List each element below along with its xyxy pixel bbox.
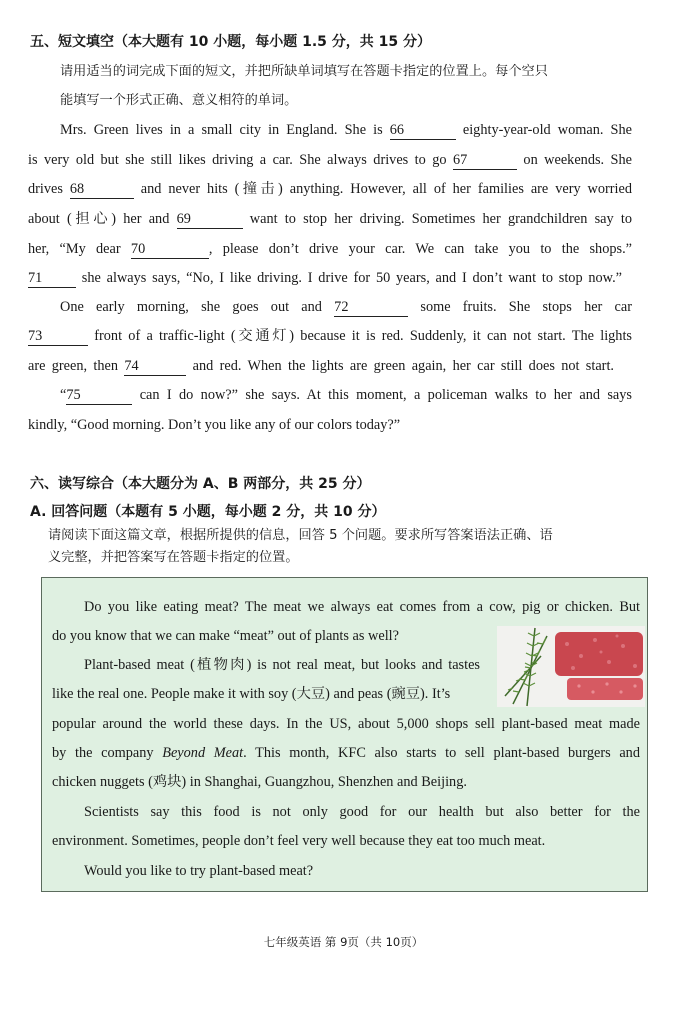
- company-name: Beyond Meat: [162, 745, 244, 761]
- cloze-line: [60, 120, 632, 140]
- cloze-text: her, “My dear: [28, 241, 131, 257]
- passage-line: Would you like to try plant-based meat?: [84, 863, 314, 879]
- blank-68: 68: [70, 180, 134, 199]
- passage-line: Do you like eating meat? The meat we always eat comes from a cow, pig or chicken. But: [84, 599, 640, 615]
- cloze-line: [60, 297, 632, 317]
- passage-line: environment. Sometimes, people don’t feel very well because they eat too much meat.: [52, 833, 546, 849]
- cloze-text: Mrs. Green lives in a small city in England. She is: [60, 122, 390, 138]
- section5-instruction-1: 请用适当的词完成下面的短文，并把所缺单词填写在答题卡指定的位置上。每个空只: [60, 64, 548, 79]
- section6-instruction-2: 义完整，并把答案写在答题卡指定的位置。: [48, 550, 299, 565]
- cloze-line: [28, 415, 400, 435]
- cloze-text: “: [60, 387, 67, 403]
- page-footer: 七年级英语 第 9页（共 10页）: [263, 935, 424, 949]
- cloze-line: [60, 385, 632, 405]
- section6-instruction-1: 请阅读下面这篇文章，根据所提供的信息，回答 5 个问题。要求所写答案语法正确、语: [48, 528, 553, 543]
- passage-line: Scientists say this food is not only good for our health but also better for the: [84, 804, 640, 820]
- cloze-line: [28, 179, 632, 199]
- passage-line: like the real one. People make it with soy (大豆) and peas (豌豆). It’s: [52, 686, 451, 702]
- section5-instruction-2: 能填写一个形式正确、意义相符的单词。: [60, 93, 298, 108]
- passage-line: Plant-based meat (植物肉) is not real meat, but looks and tastes: [84, 657, 480, 673]
- section6-title: 六、读写综合（本大题分为 A、B 两部分，共 25 分）: [30, 476, 371, 492]
- blank-75: 75: [66, 386, 132, 405]
- passage-line: popular around the world these days. In the US, about 5,000 shops sell plant-based meat made: [52, 716, 640, 732]
- cloze-text: front of a traffic-light (交通灯) because it is red. Suddenly, it can not start. The lights: [88, 328, 632, 344]
- cloze-text: can I do now?” she says. At this moment, a policeman walks to her and says: [132, 387, 632, 403]
- cloze-text: and never hits (撞击) anything. However, all of her families are very worried: [133, 181, 632, 197]
- cloze-text: eighty-year-old woman. She: [455, 122, 632, 138]
- section6-subtitle: A. 回答问题（本题有 5 小题，每小题 2 分，共 10 分）: [30, 504, 386, 520]
- blank-74: 74: [124, 357, 186, 376]
- passage-line: do you know that we can make “meat” out of plants as well?: [52, 628, 399, 644]
- blank-66: 66: [390, 121, 456, 140]
- blank-71: 71: [28, 269, 76, 288]
- passage-line: [52, 743, 640, 763]
- passage-text: . This month, KFC also starts to sell plant-based burgers and: [243, 745, 640, 761]
- cloze-text: and red. When the lights are green again, her car still does not start.: [186, 358, 614, 374]
- cloze-line: [28, 239, 632, 259]
- cloze-line: [28, 209, 632, 229]
- cloze-text: drives: [28, 181, 70, 197]
- cloze-line: [28, 268, 622, 288]
- cloze-text: about (担心) her and: [28, 211, 177, 227]
- passage-text: by the company: [52, 745, 163, 761]
- passage-line: chicken nuggets (鸡块) in Shanghai, Guangzhou, Shenzhen and Beijing.: [52, 774, 467, 790]
- cloze-text: want to stop her driving. Sometimes her grandchildren say to: [242, 211, 632, 227]
- cloze-line: [28, 326, 632, 346]
- blank-69: 69: [177, 210, 243, 229]
- plant-based-meat-image: [497, 626, 645, 707]
- cloze-text: are green, then: [28, 358, 125, 374]
- cloze-text: is very old but she still likes driving a car. She always drives to go: [28, 152, 453, 168]
- cloze-text: she always says, “No, I like driving. I drive for 50 years, and I don’t want to stop now.”: [76, 270, 622, 286]
- cloze-text: kindly, “Good morning. Don’t you like any of our colors today?”: [28, 417, 401, 433]
- blank-67: 67: [453, 151, 517, 170]
- cloze-text: some fruits. She stops her car: [408, 299, 632, 315]
- section5-title: 五、短文填空（本大题有 10 小题，每小题 1.5 分，共 15 分）: [30, 34, 432, 50]
- cloze-text: , please don’t drive your car. We can take you to the shops.”: [208, 241, 632, 257]
- blank-72: 72: [334, 298, 408, 317]
- cloze-text: One early morning, she goes out and: [60, 299, 335, 315]
- blank-73: 73: [28, 327, 88, 346]
- blank-70: 70: [131, 240, 209, 259]
- cloze-line: [28, 356, 614, 376]
- cloze-line: [28, 150, 632, 170]
- cloze-text: on weekends. She: [516, 152, 632, 168]
